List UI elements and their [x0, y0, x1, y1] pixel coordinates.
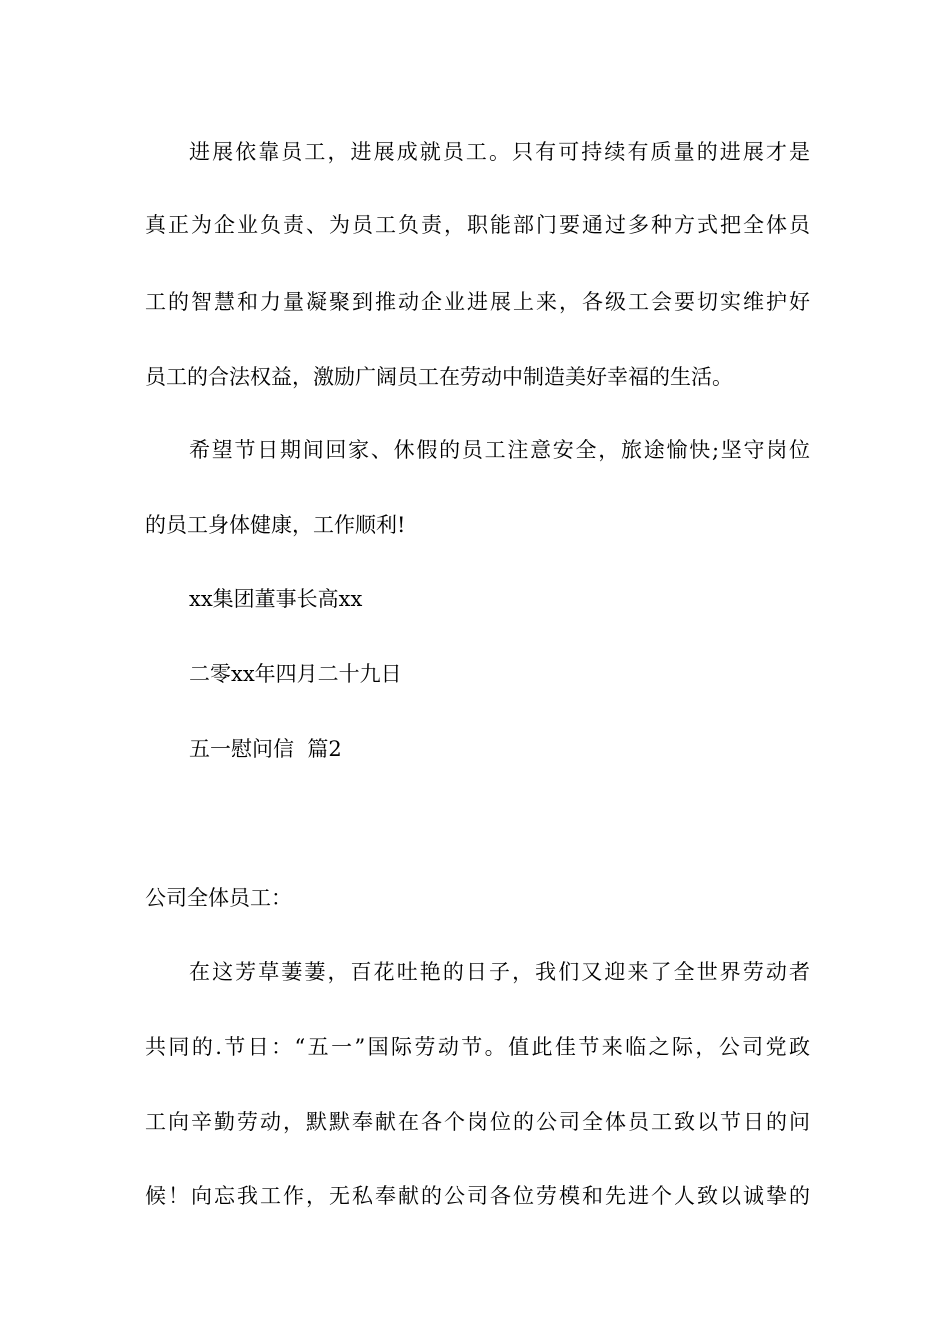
- paragraph-line: 员工的合法权益，激励广阔员工在劳动中制造美好幸福的生活。: [145, 365, 733, 389]
- paragraph-line: 共同的.节日：“五一”国际劳动节。值此佳节来临之际，公司党政: [145, 1035, 810, 1059]
- paragraph-line: 工向辛勤劳动，默默奉献在各个岗位的公司全体员工致以节日的问: [145, 1110, 810, 1134]
- paragraph-line: 工的智慧和力量凝聚到推动企业进展上来，各级工会要切实维护好: [145, 290, 810, 314]
- paragraph-line: 在这芳草萋萋，百花吐艳的日子，我们又迎来了全世界劳动者: [189, 960, 810, 984]
- signature-line: xx集团董事长高xx: [189, 587, 363, 611]
- section-heading: 五一慰问信 篇2: [189, 737, 342, 761]
- paragraph-line: 的员工身体健康，工作顺利!: [145, 513, 406, 537]
- paragraph-line: 真正为企业负责、为员工负责，职能部门要通过多种方式把全体员: [145, 213, 810, 237]
- salutation: 公司全体员工：: [145, 886, 292, 910]
- paragraph-line: 候！向忘我工作，无私奉献的公司各位劳模和先进个人致以诚挚的: [145, 1184, 810, 1208]
- paragraph-line: 进展依靠员工，进展成就员工。只有可持续有质量的进展才是: [189, 140, 810, 164]
- date-line: 二零xx年四月二十九日: [189, 662, 402, 686]
- paragraph-line: 希望节日期间回家、休假的员工注意安全，旅途愉快;坚守岗位: [189, 438, 810, 462]
